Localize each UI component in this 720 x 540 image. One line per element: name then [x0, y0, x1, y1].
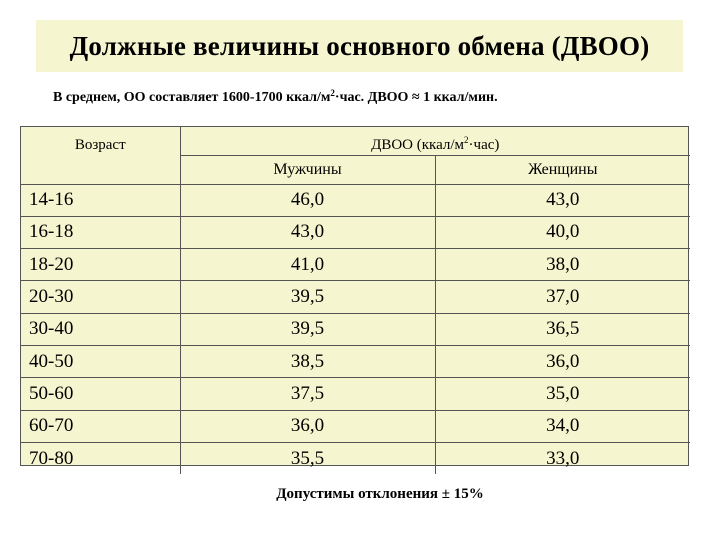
men-value-cell: 35,5	[180, 442, 435, 474]
men-column-header: Мужчины	[180, 155, 435, 184]
age-cell: 40-50	[21, 345, 180, 377]
subtitle-superscript: 2	[330, 88, 335, 98]
page-title: Должные величины основного обмена (ДВОО)	[69, 30, 650, 61]
age-cell: 20-30	[21, 281, 180, 313]
women-column-header: Женщины	[435, 155, 690, 184]
subtitle	[53, 88, 498, 106]
age-cell: 18-20	[21, 249, 180, 281]
bmr-group-header	[180, 127, 690, 155]
women-value-cell: 36,5	[435, 313, 690, 345]
table-row	[21, 184, 690, 216]
age-cell: 70-80	[21, 442, 180, 474]
subtitle-prefix: В среднем, ОО составляет 1600-1700 ккал/м	[53, 90, 331, 105]
men-value-cell: 41,0	[180, 249, 435, 281]
subtitle-suffix: ·час. ДВОО ≈ 1 ккал/мин.	[334, 90, 498, 105]
table-body	[21, 184, 690, 474]
women-value-cell: 43,0	[435, 184, 690, 216]
table-row	[21, 378, 690, 410]
men-value-cell: 39,5	[180, 313, 435, 345]
women-value-cell: 34,0	[435, 410, 690, 442]
table-row	[21, 410, 690, 442]
age-cell: 60-70	[21, 410, 180, 442]
men-value-cell: 46,0	[180, 184, 435, 216]
men-value-cell: 37,5	[180, 378, 435, 410]
men-value-cell: 39,5	[180, 281, 435, 313]
table-row	[21, 345, 690, 377]
men-value-cell: 36,0	[180, 410, 435, 442]
age-cell: 16-18	[21, 216, 180, 248]
age-cell: 30-40	[21, 313, 180, 345]
bmr-table	[21, 127, 690, 474]
men-value-cell: 43,0	[180, 216, 435, 248]
women-value-cell: 38,0	[435, 249, 690, 281]
data-table-container	[20, 126, 689, 469]
title-banner	[36, 20, 683, 72]
table-row	[21, 281, 690, 313]
age-cell: 50-60	[21, 378, 180, 410]
table-row	[21, 216, 690, 248]
group-header-superscript: 2	[464, 135, 469, 145]
age-cell: 14-16	[21, 184, 180, 216]
table-row	[21, 442, 690, 474]
table-row	[21, 249, 690, 281]
group-header-suffix: ·час)	[468, 137, 500, 153]
women-value-cell: 35,0	[435, 378, 690, 410]
women-value-cell: 33,0	[546, 447, 580, 469]
table-row	[21, 313, 690, 345]
footnote: Допустимы отклонения ± 15%	[276, 486, 484, 502]
women-value-cell: 37,0	[435, 281, 690, 313]
age-column-header: Возраст	[21, 127, 180, 184]
women-value-cell: 36,0	[435, 345, 690, 377]
men-value-cell: 38,5	[180, 345, 435, 377]
group-header-prefix: ДВОО (ккал/м	[371, 137, 465, 153]
women-value-cell: 40,0	[435, 216, 690, 248]
